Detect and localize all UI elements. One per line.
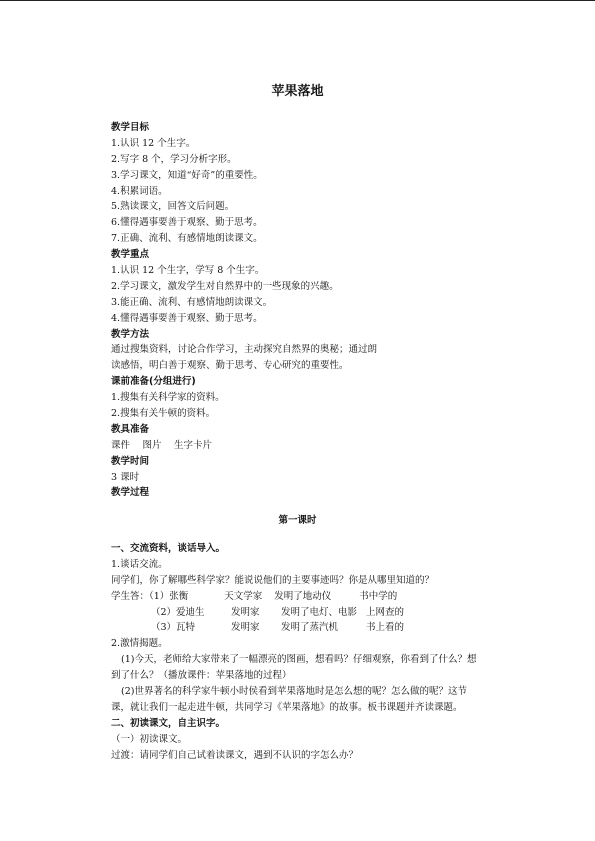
scientist-role: 天文学家 xyxy=(224,590,263,602)
scientist-name: 瓦特 xyxy=(176,622,196,634)
scientist-deed: 发明了地动仪 xyxy=(274,590,332,602)
heading-step-1: 一、交流资料，谈话导入。 xyxy=(111,543,226,554)
heading-teaching-time: 教学时间 xyxy=(111,455,150,467)
paragraph: 到了什么？（播放课件：苹果落地的过程） xyxy=(111,670,292,682)
paragraph: 2.激情揭题。 xyxy=(111,638,168,650)
scientist-role: 发明家 xyxy=(231,622,260,634)
goal-item: 6.懂得遇事要善于观察、勤于思考。 xyxy=(111,217,263,229)
scientist-role: 发明家 xyxy=(231,606,260,618)
teaching-aids-text: 课件 图片 生字卡片 xyxy=(111,439,213,451)
answer-prefix: （2） xyxy=(151,606,177,618)
method-text: 通过搜集资料，讨论合作学习，主动探究自然界的奥秘；通过朗 xyxy=(111,344,378,356)
paragraph: (1)今天，老师给大家带来了一幅漂亮的图画，想看吗？仔细观察，你看到了什么？想 xyxy=(121,654,477,666)
heading-teaching-aids: 教具准备 xyxy=(111,423,150,435)
goal-item: 1.认识 12 个生字。 xyxy=(111,137,196,149)
paragraph: （一）初读课文。 xyxy=(111,733,188,745)
paragraph: (2)世界著名的科学家牛顿小时侯看到苹果落地时是怎么想的呢？怎么做的呢？这节 xyxy=(121,686,467,698)
paragraph: 课，就让我们一起走进牛顿，共同学习《苹果落地》的故事。板书课题并齐读课题。 xyxy=(111,701,463,713)
goal-item: 5.熟读课文，回答文后问题。 xyxy=(111,201,235,213)
scientist-deed: 发明了蒸汽机 xyxy=(281,622,339,634)
info-source: 书上看的 xyxy=(366,622,405,634)
key-point-item: 4.懂得遇事要善于观察、勤于思考。 xyxy=(111,312,263,324)
key-point-item: 2.学习课文，激发学生对自然界中的一些现象的兴趣。 xyxy=(111,280,339,292)
goal-item: 3.学习课文，知道“好奇”的重要性。 xyxy=(111,169,263,181)
heading-teaching-goals: 教学目标 xyxy=(111,122,150,133)
answer-row xyxy=(111,620,511,636)
goal-item: 7.正确、流利、有感情地朗读课文。 xyxy=(111,233,263,245)
heading-teaching-method: 教学方法 xyxy=(111,328,150,340)
answer-row xyxy=(111,605,511,621)
goal-item: 4.积累词语。 xyxy=(111,185,168,197)
lesson-subtitle: 第一课时 xyxy=(278,515,317,526)
document-title: 苹果落地 xyxy=(271,84,324,99)
preparation-item: 2.搜集有关牛顿的资料。 xyxy=(111,408,216,420)
info-source: 书中学的 xyxy=(359,590,398,602)
heading-preparation: 课前准备(分组进行) xyxy=(111,376,196,388)
first-lesson-body xyxy=(111,541,511,763)
scientist-name: 爱迪生 xyxy=(176,606,205,618)
method-text: 读感悟，明白善于观察、勤于思考、专心研究的重要性。 xyxy=(111,360,349,372)
heading-key-points: 教学重点 xyxy=(111,249,150,261)
paragraph: 同学们，你了解哪些科学家？能说说他们的主要事迹吗？你是从哪里知道的？ xyxy=(111,574,435,586)
heading-teaching-process: 教学过程 xyxy=(111,487,150,499)
info-source: 上网查的 xyxy=(366,606,405,618)
preparation-item: 1.搜集有关科学家的资料。 xyxy=(111,392,225,404)
top-rule xyxy=(0,0,595,1)
answer-row xyxy=(111,589,511,605)
goal-item: 2.写字 8 个，学习分析字形。 xyxy=(111,153,237,165)
scientist-deed: 发明了电灯、电影 xyxy=(281,606,358,618)
scientist-name: 张衡 xyxy=(169,590,189,602)
key-point-item: 1.认识 12 个生字，学写 8 个生字。 xyxy=(111,265,265,277)
lesson-plan-overview xyxy=(111,120,511,501)
paragraph: 1.谈话交流。 xyxy=(111,558,168,570)
answer-prefix: 学生答：（1） xyxy=(111,590,170,602)
key-point-item: 3.能正确、流利、有感情地朗读课文。 xyxy=(111,296,273,308)
teaching-time-text: 3 课时 xyxy=(111,471,140,483)
paragraph: 过渡：请同学们自己试着读课文，遇到不认识的字怎么办？ xyxy=(111,749,359,761)
answer-prefix: （3） xyxy=(151,622,177,634)
heading-step-2: 二、初读课文，自主识字。 xyxy=(111,717,226,729)
